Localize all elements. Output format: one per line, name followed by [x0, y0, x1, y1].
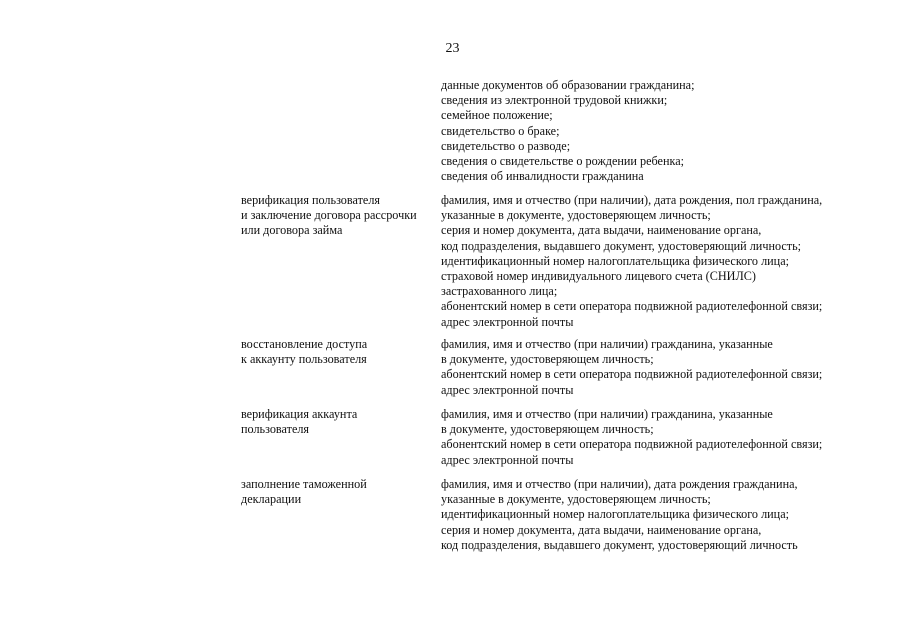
data-line: застрахованного лица;	[441, 284, 558, 299]
purpose-line: восстановление доступа	[241, 337, 368, 351]
data-line: данные документов об образовании гражданина;	[441, 78, 695, 92]
data-line: сведения об инвалидности гражданина	[441, 169, 644, 184]
data-line: в документе, удостоверяющем личность;	[441, 422, 654, 437]
purpose-line: заполнение таможенной	[241, 477, 367, 491]
data-line: абонентский номер в сети оператора подвижной радиотелефонной связи;	[441, 437, 823, 452]
page-number: 23	[445, 41, 460, 56]
purpose-cell	[241, 193, 436, 239]
data-line: семейное положение;	[441, 108, 553, 123]
purpose-line: и заключение договора рассрочки	[241, 208, 417, 223]
personal-data-cell	[441, 477, 881, 553]
data-line: серия и номер документа, дата выдачи, наименование органа,	[441, 223, 762, 238]
data-line: код подразделения, выдавшего документ, удостоверяющий личность	[441, 537, 798, 552]
purpose-cell	[241, 337, 436, 367]
data-line: указанные в документе, удостоверяющем личность;	[441, 208, 711, 223]
data-line: адрес электронной почты	[441, 382, 574, 397]
personal-data-cell	[441, 337, 881, 398]
purpose-line: декларации	[241, 492, 302, 507]
data-line: серия и номер документа, дата выдачи, наименование органа,	[441, 522, 762, 537]
data-line: идентификационный номер налогоплательщика физического лица;	[441, 253, 789, 268]
purpose-cell	[241, 477, 436, 507]
personal-data-cell	[441, 407, 881, 468]
data-line: указанные в документе, удостоверяющем личность;	[441, 492, 711, 507]
data-line: сведения о свидетельстве о рождении ребенка;	[441, 154, 685, 169]
data-line: фамилия, имя и отчество (при наличии), дата рождения, пол гражданина,	[441, 193, 823, 207]
data-line: страховой номер индивидуального лицевого счета (СНИЛС)	[441, 269, 756, 284]
data-line: абонентский номер в сети оператора подвижной радиотелефонной связи;	[441, 299, 823, 314]
data-line: код подразделения, выдавшего документ, удостоверяющий личность;	[441, 238, 802, 253]
purpose-line: или договора займа	[241, 223, 343, 238]
personal-data-cell	[441, 193, 881, 330]
purpose-cell	[241, 407, 436, 437]
purpose-line: к аккаунту пользователя	[241, 352, 367, 367]
purpose-line: пользователя	[241, 422, 310, 437]
data-line: идентификационный номер налогоплательщика физического лица;	[441, 507, 789, 522]
purpose-line: верификация аккаунта	[241, 407, 358, 421]
data-line: свидетельство о браке;	[441, 123, 560, 138]
personal-data-cell	[441, 78, 881, 184]
data-line: сведения из электронной трудовой книжки;	[441, 93, 668, 108]
data-line: адрес электронной почты	[441, 452, 574, 467]
data-line: в документе, удостоверяющем личность;	[441, 352, 654, 367]
data-line: фамилия, имя и отчество (при наличии), дата рождения гражданина,	[441, 477, 798, 491]
data-line: адрес электронной почты	[441, 314, 574, 329]
data-line: фамилия, имя и отчество (при наличии) гражданина, указанные	[441, 337, 773, 351]
data-line: свидетельство о разводе;	[441, 138, 571, 153]
purpose-line: верификация пользователя	[241, 193, 381, 207]
data-line: абонентский номер в сети оператора подвижной радиотелефонной связи;	[441, 367, 823, 382]
data-line: фамилия, имя и отчество (при наличии) гражданина, указанные	[441, 407, 773, 421]
